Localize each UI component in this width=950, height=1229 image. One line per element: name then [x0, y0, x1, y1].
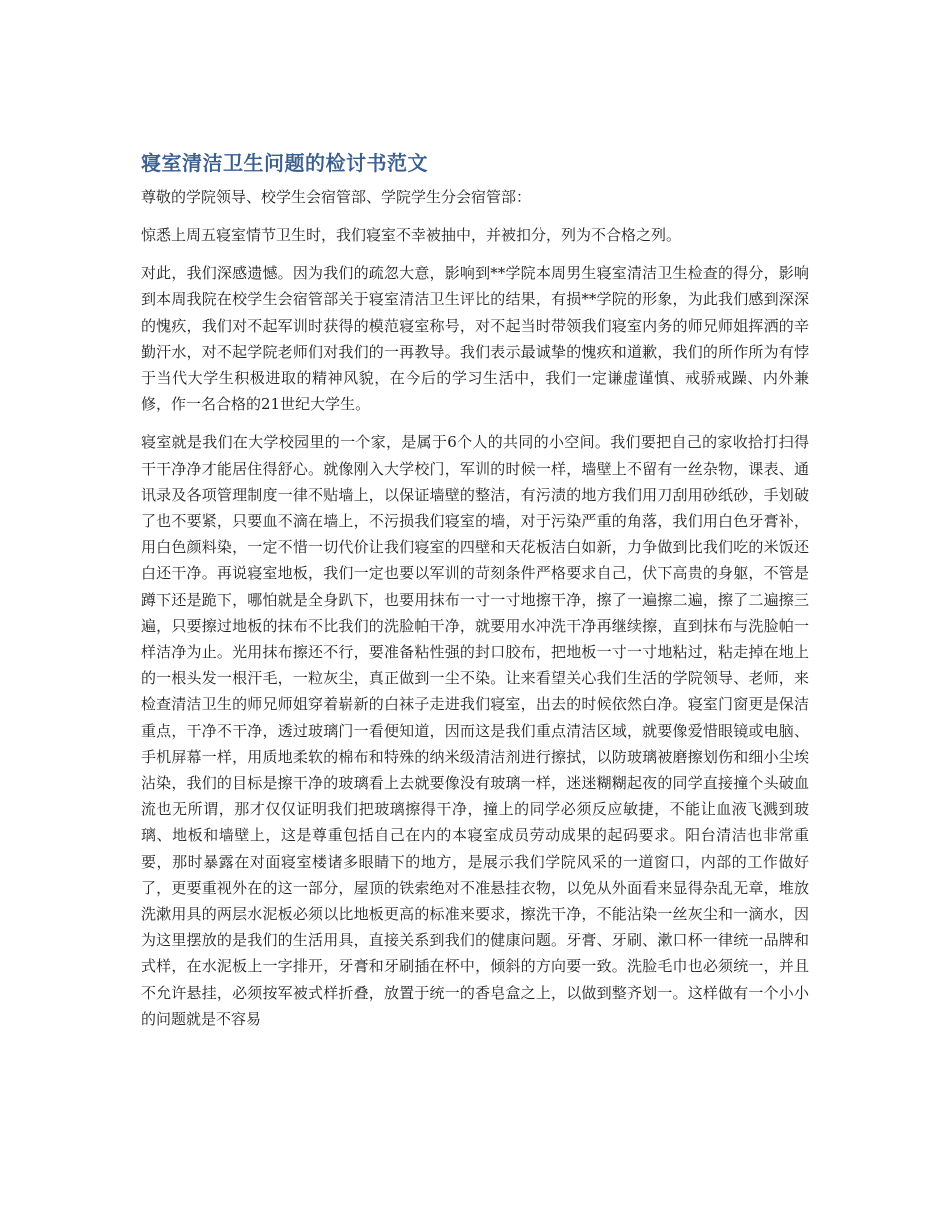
document-title: 寝室清洁卫生问题的检讨书范文: [141, 151, 428, 175]
salutation: 尊敬的学院领导、校学生会宿管部、学院学生分会宿管部：: [141, 188, 532, 206]
paragraph-3: 寝室就是我们在大学校园里的一个家，是属于6个人的共同的小空间。我们要把自己的家收拾打扫得干干净净才能居住得舒心。就像刚入大学校门，军训的时候一样，墙壁上不留有一丝杂物，课表、通讯录及各项管理制度一律不贴墙上，以保证墙壁的整洁，有污渍的地方我们用刀刮用砂纸砂，手划破了也不要紧，只要血不滴在墙上，不污损我们寝室的墙，对于污染严重的角落，我们用白色牙膏补，用白色颜料染，一定不惜一切代价让我们寝室的四壁和天花板洁白如新，力争做到比我们吃的米饭还白还干净。再说寝室地板，我们一定也要以军训的苛刻条件严格要求自己，伏下高贵的身躯，不管是蹲下还是跪下，哪怕就是全身趴下，也要用抹布一寸一寸地擦干净，擦了一遍擦二遍，擦了二遍擦三遍，只要擦过地板的抹布不比我们的洗脸帕干净，就要用水冲洗干净再继续擦，直到抹布与洗脸帕一样洁净为止。光用抹布擦还不行，要准备粘性强的封口胶布，把地板一寸一寸地粘过，粘走掉在地上的一根头发一根汗毛，一粒灰尘，真正做到一尘不染。让来看望关心我们生活的学院领导、老师，来检查清洁卫生的师兄师姐穿着崭新的白袜子走进我们寝室，出去的时候依然白净。寝室门窗更是保洁重点，干净不干净，透过玻璃门一看便知道，因而这是我们重点清洁区域，就要像爱惜眼镜或电脑、手机屏幕一样，用质地柔软的棉布和特殊的纳米级清洁剂进行擦拭，以防玻璃被磨擦划伤和细小尘埃沾染，我们的目标是擦干净的玻璃看上去就要像没有玻璃一样，迷迷糊糊起夜的同学直接撞个头破血流也无所谓，那才仅仅证明我们把玻璃擦得干净，撞上的同学必须反应敏捷，不能让血液飞溅到玻璃、地板和墙壁上，这是尊重包括自己在内的本寝室成员劳动成果的起码要求。阳台清洁也非常重要，那时暴露在对面寝室楼诸多眼睛下的地方，是展示我们学院风采的一道窗口，内部的工作做好了，更要重视外在的这一部分，屋顶的铁索绝对不准悬挂衣物，以免从外面看来显得杂乱无章，堆放洗漱用具的两层水泥板必须以比地板更高的标准来要求，擦洗干净，不能沾染一丝灰尘和一滴水，因为这里摆放的是我们的生活用具，直接关系到我们的健康问题。牙膏、牙刷、漱口杯一律统一品牌和式样，在水泥板上一字排开，牙膏和牙刷插在杯中，倾斜的方向要一致。洗脸毛巾也必须统一，并且不允许悬挂，必须按军被式样折叠，放置于统一的香皂盒之上，以做到整齐划一。这样做有一个小小的问题就是不容易: [141, 433, 809, 1028]
paragraph-1: 惊悉上周五寝室情节卫生时，我们寝室不幸被抽中，并被扣分，列为不合格之列。: [141, 226, 682, 244]
paragraph-2: 对此，我们深感遗憾。因为我们的疏忽大意，影响到**学院本周男生寝室清洁卫生检查的得分，影响到本周我院在校学生会宿管部关于寝室清洁卫生评比的结果，有损**学院的形象，为此我们感到深深的愧疚，我们对不起军训时获得的模范寝室称号，对不起当时带领我们寝室内务的师兄师姐挥洒的辛勤汗水，对不起学院老师们对我们的一再教导。我们表示最诚挚的愧疚和道歉，我们的所作所为有悖于当代大学生积极进取的精神风貌，在今后的学习生活中，我们一定谦虚谨慎、戒骄戒躁、内外兼修，作一名合格的21世纪大学生。: [141, 264, 809, 414]
document-page: [141, 148, 809, 1044]
